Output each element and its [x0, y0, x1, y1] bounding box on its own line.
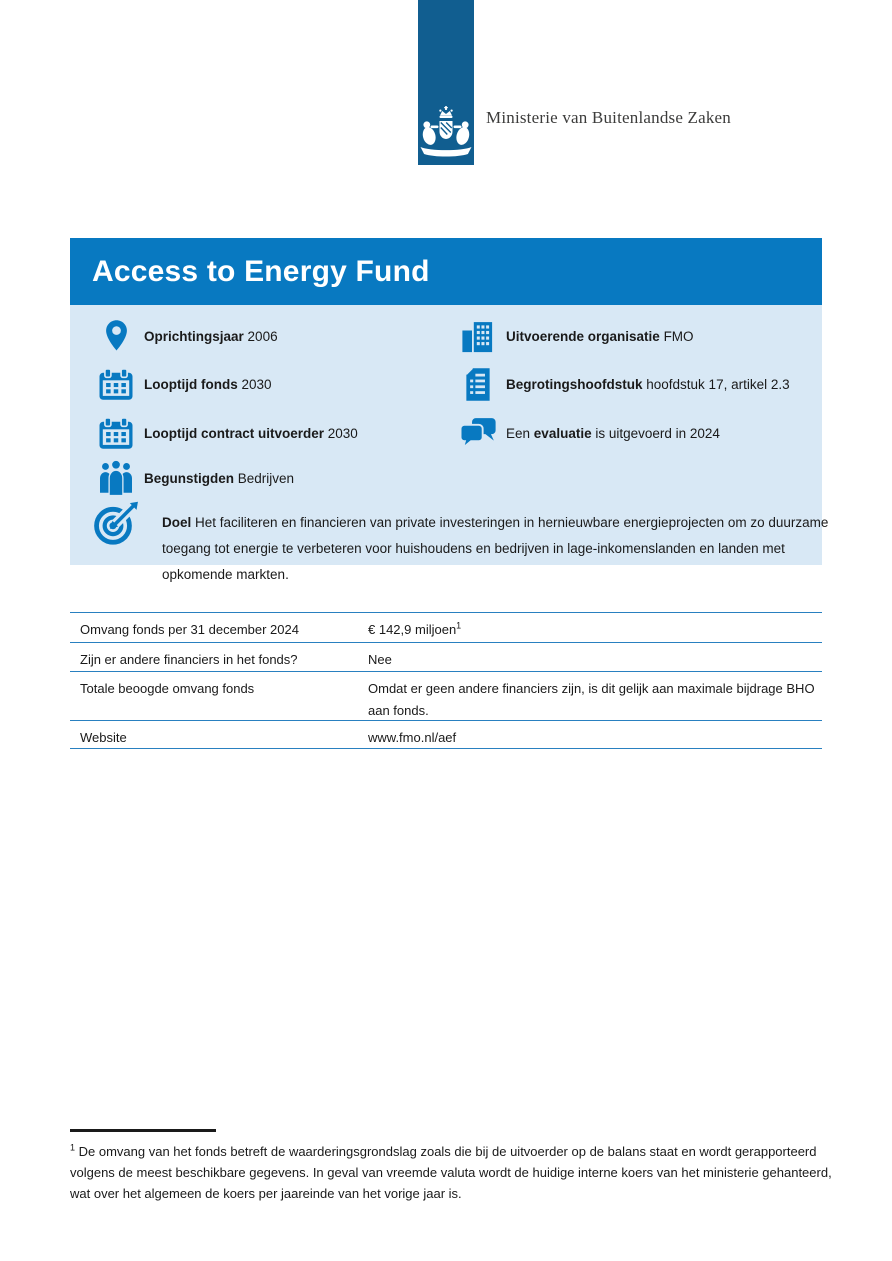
map-pin-icon [88, 318, 144, 354]
fact-looptijd-contract [88, 411, 358, 455]
table-row [70, 671, 822, 720]
footnote-divider [70, 1129, 216, 1132]
people-icon [88, 459, 144, 497]
document-icon [450, 367, 506, 402]
fact-label: Begrotingshoofdstuk [506, 376, 643, 392]
logo-bar [418, 0, 474, 165]
row-value: Nee [368, 652, 392, 667]
fact-begunstigden [88, 455, 294, 501]
row-value: Omdat er geen andere financiers zijn, is dit gelijk aan maximale bijdrage BHO aan fonds. [368, 681, 815, 718]
fact-oprichtingsjaar [88, 313, 278, 359]
fact-prefix: Een [506, 425, 531, 441]
fact-uitvoerende-organisatie [450, 313, 694, 359]
fact-label: Begunstigden [144, 470, 234, 486]
footnote-ref: 1 [456, 620, 462, 631]
fact-looptijd-fonds [88, 362, 272, 406]
fact-begrotingshoofdstuk [450, 362, 790, 406]
table-row [70, 642, 822, 671]
fact-label: Oprichtingsjaar [144, 328, 244, 344]
page-title: Access to Energy Fund [92, 255, 430, 288]
fact-value: 2030 [327, 425, 358, 441]
fund-table [70, 612, 822, 749]
fact-doel [88, 501, 838, 588]
row-label: Totale beoogde omvang fonds [80, 681, 255, 696]
doel-label: Doel [162, 515, 192, 530]
fact-value: is uitgevoerd in 2024 [595, 425, 720, 441]
fact-evaluatie [450, 411, 720, 455]
title-band [70, 238, 822, 305]
row-label: Website [80, 730, 127, 745]
fact-value: 2030 [241, 376, 272, 392]
fact-label: Uitvoerende organisatie [506, 328, 660, 344]
doel-text: Het faciliteren en financieren van private investeringen in hernieuwbare energieprojecten om zo duurzame toegang tot energie te verbeteren voor huishoudens en bedrijven in lage-inkomenslanden en landen met opkomende markten. [162, 515, 829, 582]
footnote-ref: 1 [70, 1142, 76, 1153]
table-row [70, 612, 822, 642]
ministry-name: Ministerie van Buitenlandse Zaken [486, 108, 732, 127]
footnote-text: De omvang van het fonds betreft de waarderingsgrondslag zoals die bij de uitvoerder op de balans staat en wordt gerapporteerd volgens de meest beschikbare gegevens. In geval van vreemde valuta wordt de huidige interne koers van het ministerie gehanteerd, wat over het algemeen de koers per jaareinde van het vorige jaar is. [70, 1144, 832, 1201]
calendar-icon [88, 368, 144, 401]
fact-value: FMO [663, 328, 694, 344]
fact-value: hoofdstuk 17, artikel 2.3 [646, 376, 790, 392]
row-value: € 142,9 miljoen$^1$ [368, 620, 462, 637]
row-label: Zijn er andere financiers in het fonds? [80, 652, 298, 667]
footnote [70, 1141, 834, 1204]
fact-label: Looptijd contract uitvoerder [144, 425, 325, 441]
fact-value: Bedrijven [237, 470, 295, 486]
fact-label: evaluatie [533, 425, 592, 441]
target-arrow-icon [88, 501, 144, 547]
building-icon [450, 320, 506, 353]
table-row [70, 720, 822, 748]
rijksoverheid-emblem-icon [416, 106, 476, 158]
fact-label: Looptijd fonds [144, 376, 238, 392]
fact-value: 2006 [247, 328, 278, 344]
speech-bubbles-icon [450, 417, 506, 449]
calendar-icon [88, 417, 144, 450]
facts-panel [70, 305, 829, 582]
row-value website-url: www.fmo.nl/aef [368, 730, 457, 745]
row-label: Omvang fonds per 31 december 2024 [80, 622, 299, 637]
